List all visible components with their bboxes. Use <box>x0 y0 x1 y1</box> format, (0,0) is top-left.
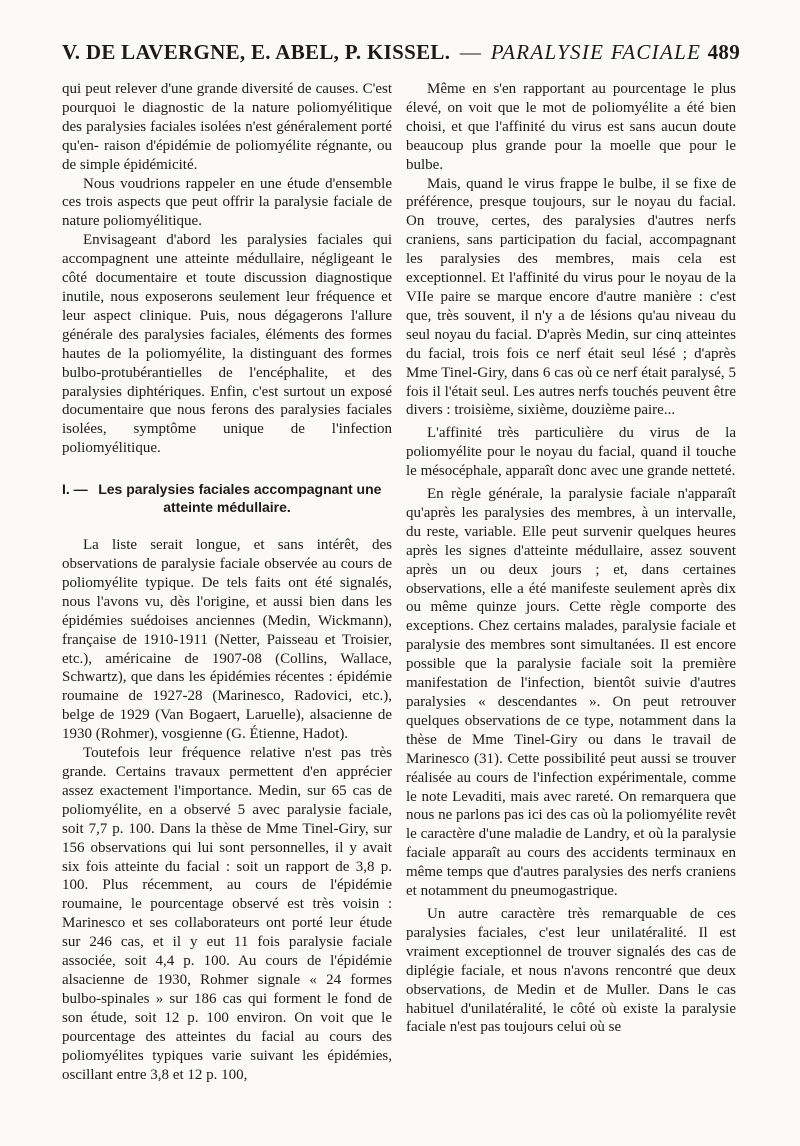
right-paragraph-3: L'affinité très particulière du virus de la poliomyélite pour le noyau du facial, quand il touche le mésocéphale, apparaît donc avec une grande netteté. <box>406 425 736 480</box>
right-paragraph-4: En règle générale, la paralysie faciale n'apparaît qu'après les paralysies des membres, à un intervalle, du reste, variable. Elle peut survenir quelques heures après les signes d'atteinte médullaire, assez souvent après un ou deux jours ; et, dans certaines observations, elle a été manifeste seulement après dix ou même quinze jours. Cette règle comporte des exceptions. Chez certains malades, paralysie faciale et paralysie des membres sont simultanées. Il est encore possible que la paralysie faciale soit la première manifestation de l'infection, bientôt suivie d'autres paralysies « descendantes ». On peut retrouver quelques observations de ce type, notamment dans la thèse de Mme Tinel-Giry ou dans le travail de Marinesco (31). Cette possibilité peut aussi se trouver réalisée au cours de l'infection expérimentale, comme le note Levaditi, mais avec rareté. On remarquera que nous ne parlons pas ici des cas où la poliomyélite revêt le caractère d'une maladie de Landry, et où la paralysie faciale apparaît au cours des accidents terminaux en même temps que d'autres paralysies des nerfs craniens et notamment du pneumogastrique. <box>406 486 736 900</box>
left-paragraph-3: Envisageant d'abord les paralysies faciales qui accompagnent une atteinte médullaire, négligeant le côté documentaire et toute discussion diagnostique inutile, nous exposerons seulement leur fréquence et leur aspect clinique. Puis, nous dégagerons l'allure générale des paralysies faciales, éléments des formes hautes de la poliomyélite, la distinguant des formes bulbo-protubérantielles de l'encéphalite, et des paralysies diphtériques. Enfin, c'est surtout un exposé documentaire que nous ferons des paralysies faciales isolées, symptôme unique de l'infection poliomyélitique. <box>62 232 392 457</box>
section-title: Les paralysies faciales accompagnant une atteinte médullaire. <box>98 481 382 516</box>
right-paragraph-1: Même en s'en rapportant au pourcentage le plus élevé, on voit que le mot de poliomyélite a été bien choisi, et que l'affinité du virus est sans aucun doute beaucoup plus grande pour la moelle que pour le bulbe. <box>406 81 736 173</box>
left-paragraph-5: Toutefois leur fréquence relative n'est pas très grande. Certains travaux permettent d'en apprécier assez exactement l'importance. Medin, sur 65 cas de poliomyélite, en a observé 5 avec paralysie faciale, soit 7,7 p. 100. Dans la thèse de Mme Tinel-Giry, sur 156 observations qui lui sont personnelles, il y avait six fois atteinte du facial : soit un rapport de 3,8 p. 100. Plus récemment, au cours de l'épidémie roumaine, le pourcentage observé est très voisin : Marinesco et ses collaborateurs ont porté leur étude sur 246 cas, et il y eut 11 fois paralysie faciale associée, soit 4,4 p. 100. Au cours de l'épidémie alsacienne de 1930, Rohmer signale « 24 formes bulbo-spinales » sur 186 cas qui forment le fond de son étude, soit 12 p. 100 environ. On voit que le pourcentage des atteintes du facial au cours des poliomyélites typiques varie suivant les épidémies, oscillant entre 3,8 et 12 p. 100, <box>62 745 392 1083</box>
section-number: I. — <box>62 481 88 498</box>
header-authors: V. DE LAVERGNE, E. ABEL, P. KISSEL. <box>62 40 451 64</box>
left-paragraph-2: Nous voudrions rappeler en une étude d'ensemble ces trois aspects que peut offrir la paralysie faciale de nature poliomyélitique. <box>62 175 392 230</box>
left-paragraph-1: qui peut relever d'une grande diversité de causes. C'est pourquoi le diagnostic de la nature poliomyélitique des paralysies faciales isolées n'est généralement porté qu'en- raison d'épidémie de poliomyélite régnante, ou de simple épidémicité. <box>62 81 392 173</box>
header-dash: — <box>459 40 482 64</box>
running-header <box>62 40 740 72</box>
page-number: 489 <box>707 40 740 64</box>
left-paragraph-4: La liste serait longue, et sans intérêt, des observations de paralysie faciale observée au cours de poliomyélite typique. De tels faits ont été signalés, nous l'avons vu, dès l'origine, et aussi bien dans les épidémies suédoises anciennes (Medin, Wickmann), française de 1910-1911 (Netter, Paisseau et Troisier, etc.), américaine de 1907-08 (Collins, Wallace, Schwartz), que dans les épidémies récentes : épidémie roumaine de 1927-28 (Marinesco, Radovici, etc.), belge de 1929 (Van Bogaert, Laruelle), alsacienne de 1930 (Rohmer), vosgienne (G. Étienne, Hadot). <box>62 537 392 743</box>
right-paragraph-5: Un autre caractère très remarquable de ces paralysies faciales, c'est leur unilatéralité. Il est vraiment exceptionnel de trouver signalés des cas de diplégie faciale, et nous n'avons rencontré que deux observations, de Medin et de Muller. Dans le cas habituel d'unilatéralité, le côté où existe la paralysie faciale n'est pas toujours celui où se <box>406 905 736 1036</box>
header-title: PARALYSIE FACIALE <box>490 40 702 64</box>
right-column <box>406 80 736 1037</box>
right-paragraph-2: Mais, quand le virus frappe le bulbe, il se fixe de préférence, presque toujours, sur le noyau du facial. On trouve, certes, des paralysies d'autres nerfs craniens, sans participation du facial, accompagnant les paralysies des membres, mais cela est exceptionnel. Et l'affinité du virus pour le noyau de la VIIe paire se marque encore d'autre manière : c'est que, très souvent, il n'y a de lésions qu'au niveau du seul noyau du facial. D'après Medin, sur cinq atteintes du facial, trois fois ce nerf était seul lésé ; d'après Mme Tinel-Giry, dans 6 cas où ce nerf était paralysé, 5 fois il l'était seul. Les autres nerfs touchés peuvent être divers : troisième, sixième, douzième paire... <box>406 175 736 419</box>
section-heading <box>62 480 392 516</box>
left-column <box>62 80 392 1084</box>
